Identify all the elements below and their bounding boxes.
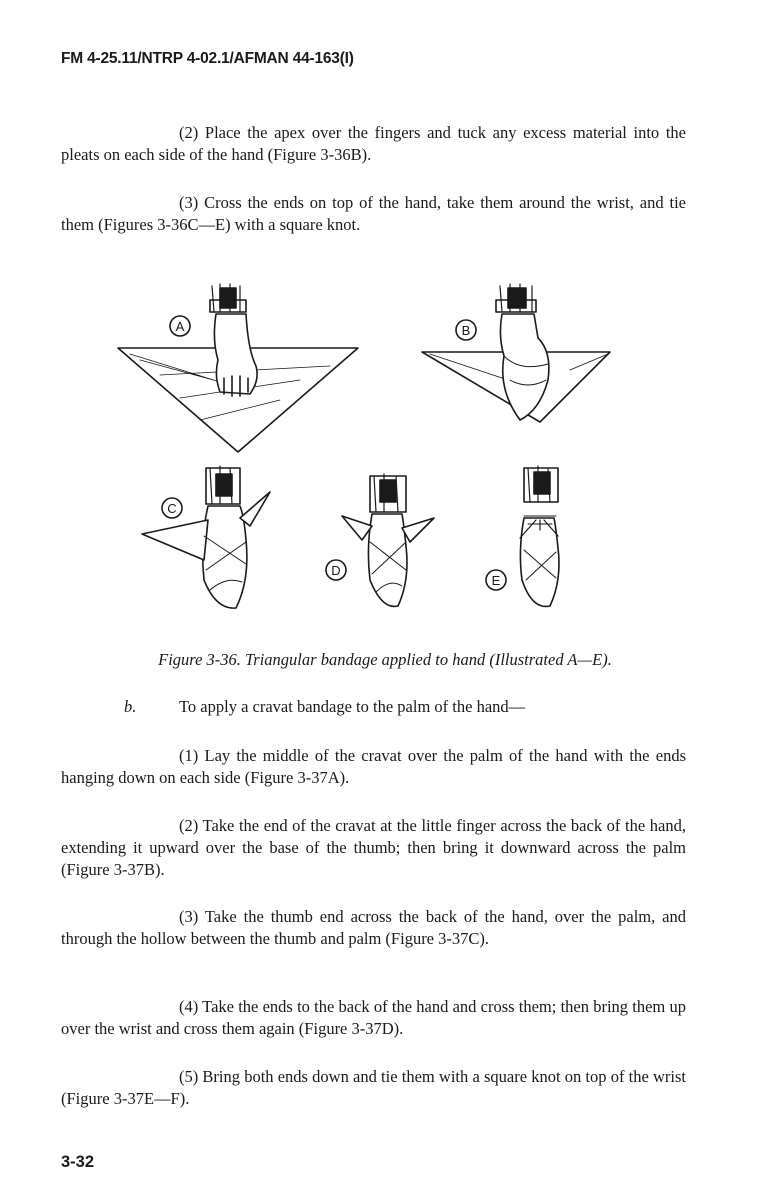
panel-e-drawing xyxy=(520,466,559,606)
paragraph-b-text: To apply a cravat bandage to the palm of the hand— xyxy=(179,697,526,716)
figure-3-36-illustration xyxy=(100,280,640,620)
figure-caption: Figure 3-36. Triangular bandage applied to hand (Illustrated A—E). xyxy=(158,650,612,669)
panel-a-label: A xyxy=(175,319,185,334)
paragraph-step-3-cross-ends: (3) Cross the ends on top of the hand, take them around the wrist, and tie them (Figures 3-36C—E) with a square knot. xyxy=(61,193,686,234)
paragraph-step-5-cravat: (5) Bring both ends down and tie them with a square knot on top of the wrist (Figure 3-37E—F). xyxy=(61,1067,686,1108)
panel-a-drawing xyxy=(118,284,358,452)
panel-d-label: D xyxy=(331,563,341,578)
panel-c-drawing xyxy=(142,466,270,608)
panel-b-drawing xyxy=(422,284,610,422)
panel-b-label: B xyxy=(461,323,471,338)
paragraph-step-4-cravat: (4) Take the ends to the back of the hand and cross them; then bring them up over the wrist and cross them again (Figure 3-37D). xyxy=(61,997,686,1038)
panel-d-drawing xyxy=(342,474,434,606)
paragraph-step-3-cravat: (3) Take the thumb end across the back of the hand, over the palm, and through the hollow between the thumb and palm (Figure 3-37C). xyxy=(61,907,686,948)
paragraph-b-cravat-intro xyxy=(61,696,686,718)
document-header: FM 4-25.11/NTRP 4-02.1/AFMAN 44-163(I) xyxy=(61,50,354,67)
panel-c-label: C xyxy=(167,501,177,516)
paragraph-step-2-cravat: (2) Take the end of the cravat at the little finger across the back of the hand, extending it upward over the base of the thumb; then bring it downward across the palm (Figure 3-37B). xyxy=(61,816,686,879)
paragraph-b-marker: b. xyxy=(124,697,137,716)
panel-e-label: E xyxy=(491,573,501,588)
paragraph-step-2-apex: (2) Place the apex over the fingers and tuck any excess material into the pleats on each side of the hand (Figure 3-36B). xyxy=(61,123,686,164)
page-number: 3-32 xyxy=(61,1153,95,1171)
paragraph-step-1-cravat: (1) Lay the middle of the cravat over the palm of the hand with the ends hanging down on each side (Figure 3-37A). xyxy=(61,746,686,787)
